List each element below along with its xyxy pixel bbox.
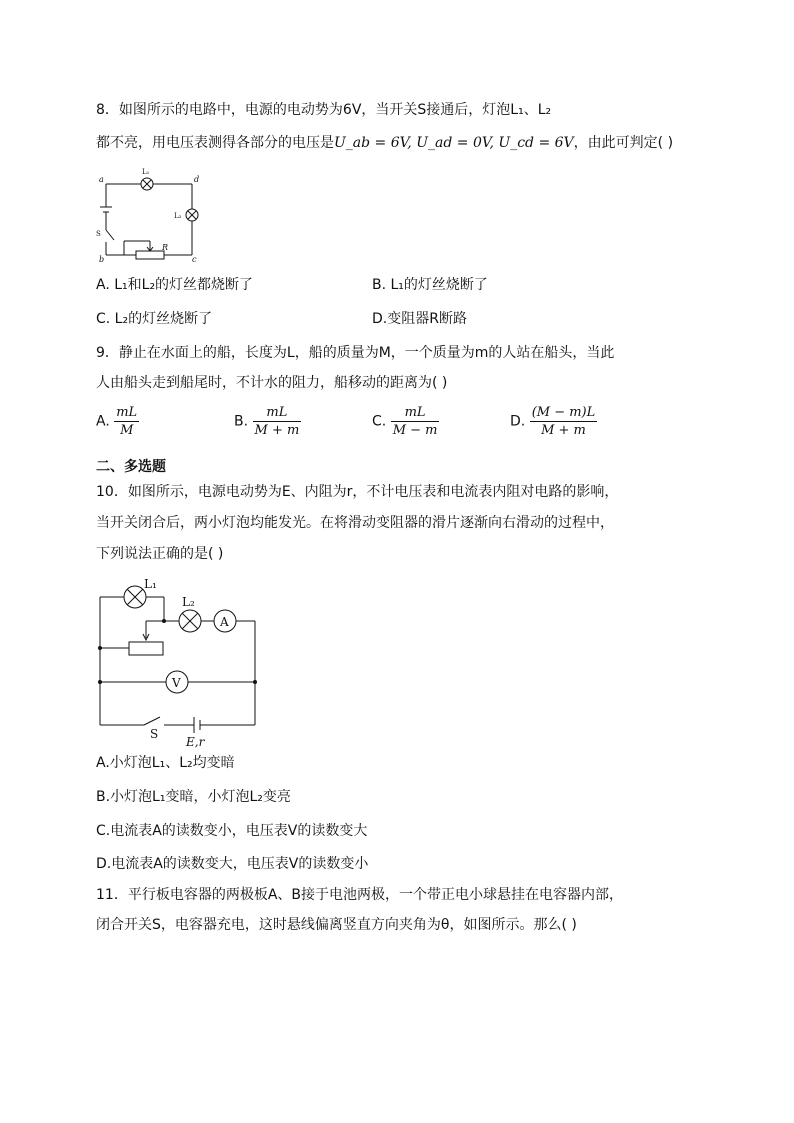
section-multi-choice-title: 二、多选题: [96, 459, 166, 475]
q9-option-b: B. $\frac{mL}{M + m}$: [234, 405, 300, 438]
q8-node-b: b: [99, 255, 105, 264]
q9-option-d-fraction: $\frac{(M - m)L}{M + m}$: [531, 405, 596, 438]
q8-option-a: A. L₁和L₂的灯丝都烧断了: [96, 277, 254, 293]
q8-line2: [96, 132, 673, 154]
q8-option-c: C. L₂的灯丝烧断了: [96, 311, 213, 327]
q8-switch-label: S: [96, 230, 101, 238]
q8-node-d: d: [194, 175, 200, 184]
q9-line2: 人由船头走到船尾时，不计水的阻力，船移动的距离为( ): [96, 375, 448, 391]
q9-line1: 9．静止在水面上的船，长度为L，船的质量为M，一个质量为m的人站在船头，当此: [96, 345, 615, 361]
q10-option-d: D.电流表A的读数变大，电压表V的读数变小: [96, 856, 369, 872]
q8-node-a: a: [99, 175, 104, 184]
q10-voltmeter-label: V: [172, 676, 181, 690]
q8-voltage-formula: U_ab = 6V, U_ad = 0V, U_cd = 6V: [334, 135, 574, 151]
q8-lamp2-label: L₂: [174, 212, 182, 220]
q8-line2-text: 都不亮，用电压表测得各部分的电压是: [96, 135, 334, 151]
q8-line1: 8．如图所示的电路中，电源的电动势为6V，当开关S接通后，灯泡L₁、L₂: [96, 102, 552, 118]
q9-option-a-fraction: $\frac{mL}{M}$: [116, 405, 138, 438]
q9-option-a: A. $\frac{mL}{M}$: [96, 405, 138, 438]
q9-option-c: C. $\frac{mL}{M - m}$: [372, 405, 438, 438]
q10-switch-label: S: [150, 727, 159, 741]
q10-lamp2-label: L₂: [182, 595, 195, 609]
q8-line2-end: ，由此可判定( ): [573, 135, 674, 151]
q8-node-c: c: [192, 255, 197, 264]
q10-option-c: C.电流表A的读数变小，电压表V的读数变大: [96, 823, 368, 839]
q10-line1: 10．如图所示，电源电动势为E、内阻为r，不计电压表和电流表内阻对电路的影响，: [96, 484, 619, 500]
q9-option-d: D. $\frac{(M - m)L}{M + m}$: [510, 405, 596, 438]
q11-line2: 闭合开关S，电容器充电，这时悬线偏离竖直方向夹角为θ，如图所示。那么( ): [96, 917, 577, 933]
q10-option-b: B.小灯泡L₁变暗，小灯泡L₂变亮: [96, 789, 291, 805]
q10-option-a: A.小灯泡L₁、L₂均变暗: [96, 755, 235, 771]
q9-option-b-fraction: $\frac{mL}{M + m}$: [254, 405, 300, 438]
q8-circuit-diagram: [94, 162, 214, 264]
q8-option-b: B. L₁的灯丝烧断了: [372, 277, 488, 293]
q8-lamp1-label: L₁: [142, 168, 150, 176]
q10-circuit-diagram: [94, 575, 264, 755]
q10-line2: 当开关闭合后，两小灯泡均能发光。在将滑动变阻器的滑片逐渐向右滑动的过程中，: [96, 515, 614, 531]
q9-option-c-fraction: $\frac{mL}{M - m}$: [392, 405, 438, 438]
q10-lamp1-label: L₁: [144, 577, 157, 591]
q10-ammeter-label: A: [220, 615, 229, 629]
q8-resistor-label: R: [162, 243, 169, 252]
q10-source-label: E,r: [186, 735, 205, 749]
q10-line3: 下列说法正确的是( ): [96, 546, 224, 562]
q8-option-d: D.变阻器R断路: [372, 311, 467, 327]
q11-line1: 11．平行板电容器的两极板A、B接于电池两极，一个带正电小球悬挂在电容器内部，: [96, 887, 623, 903]
